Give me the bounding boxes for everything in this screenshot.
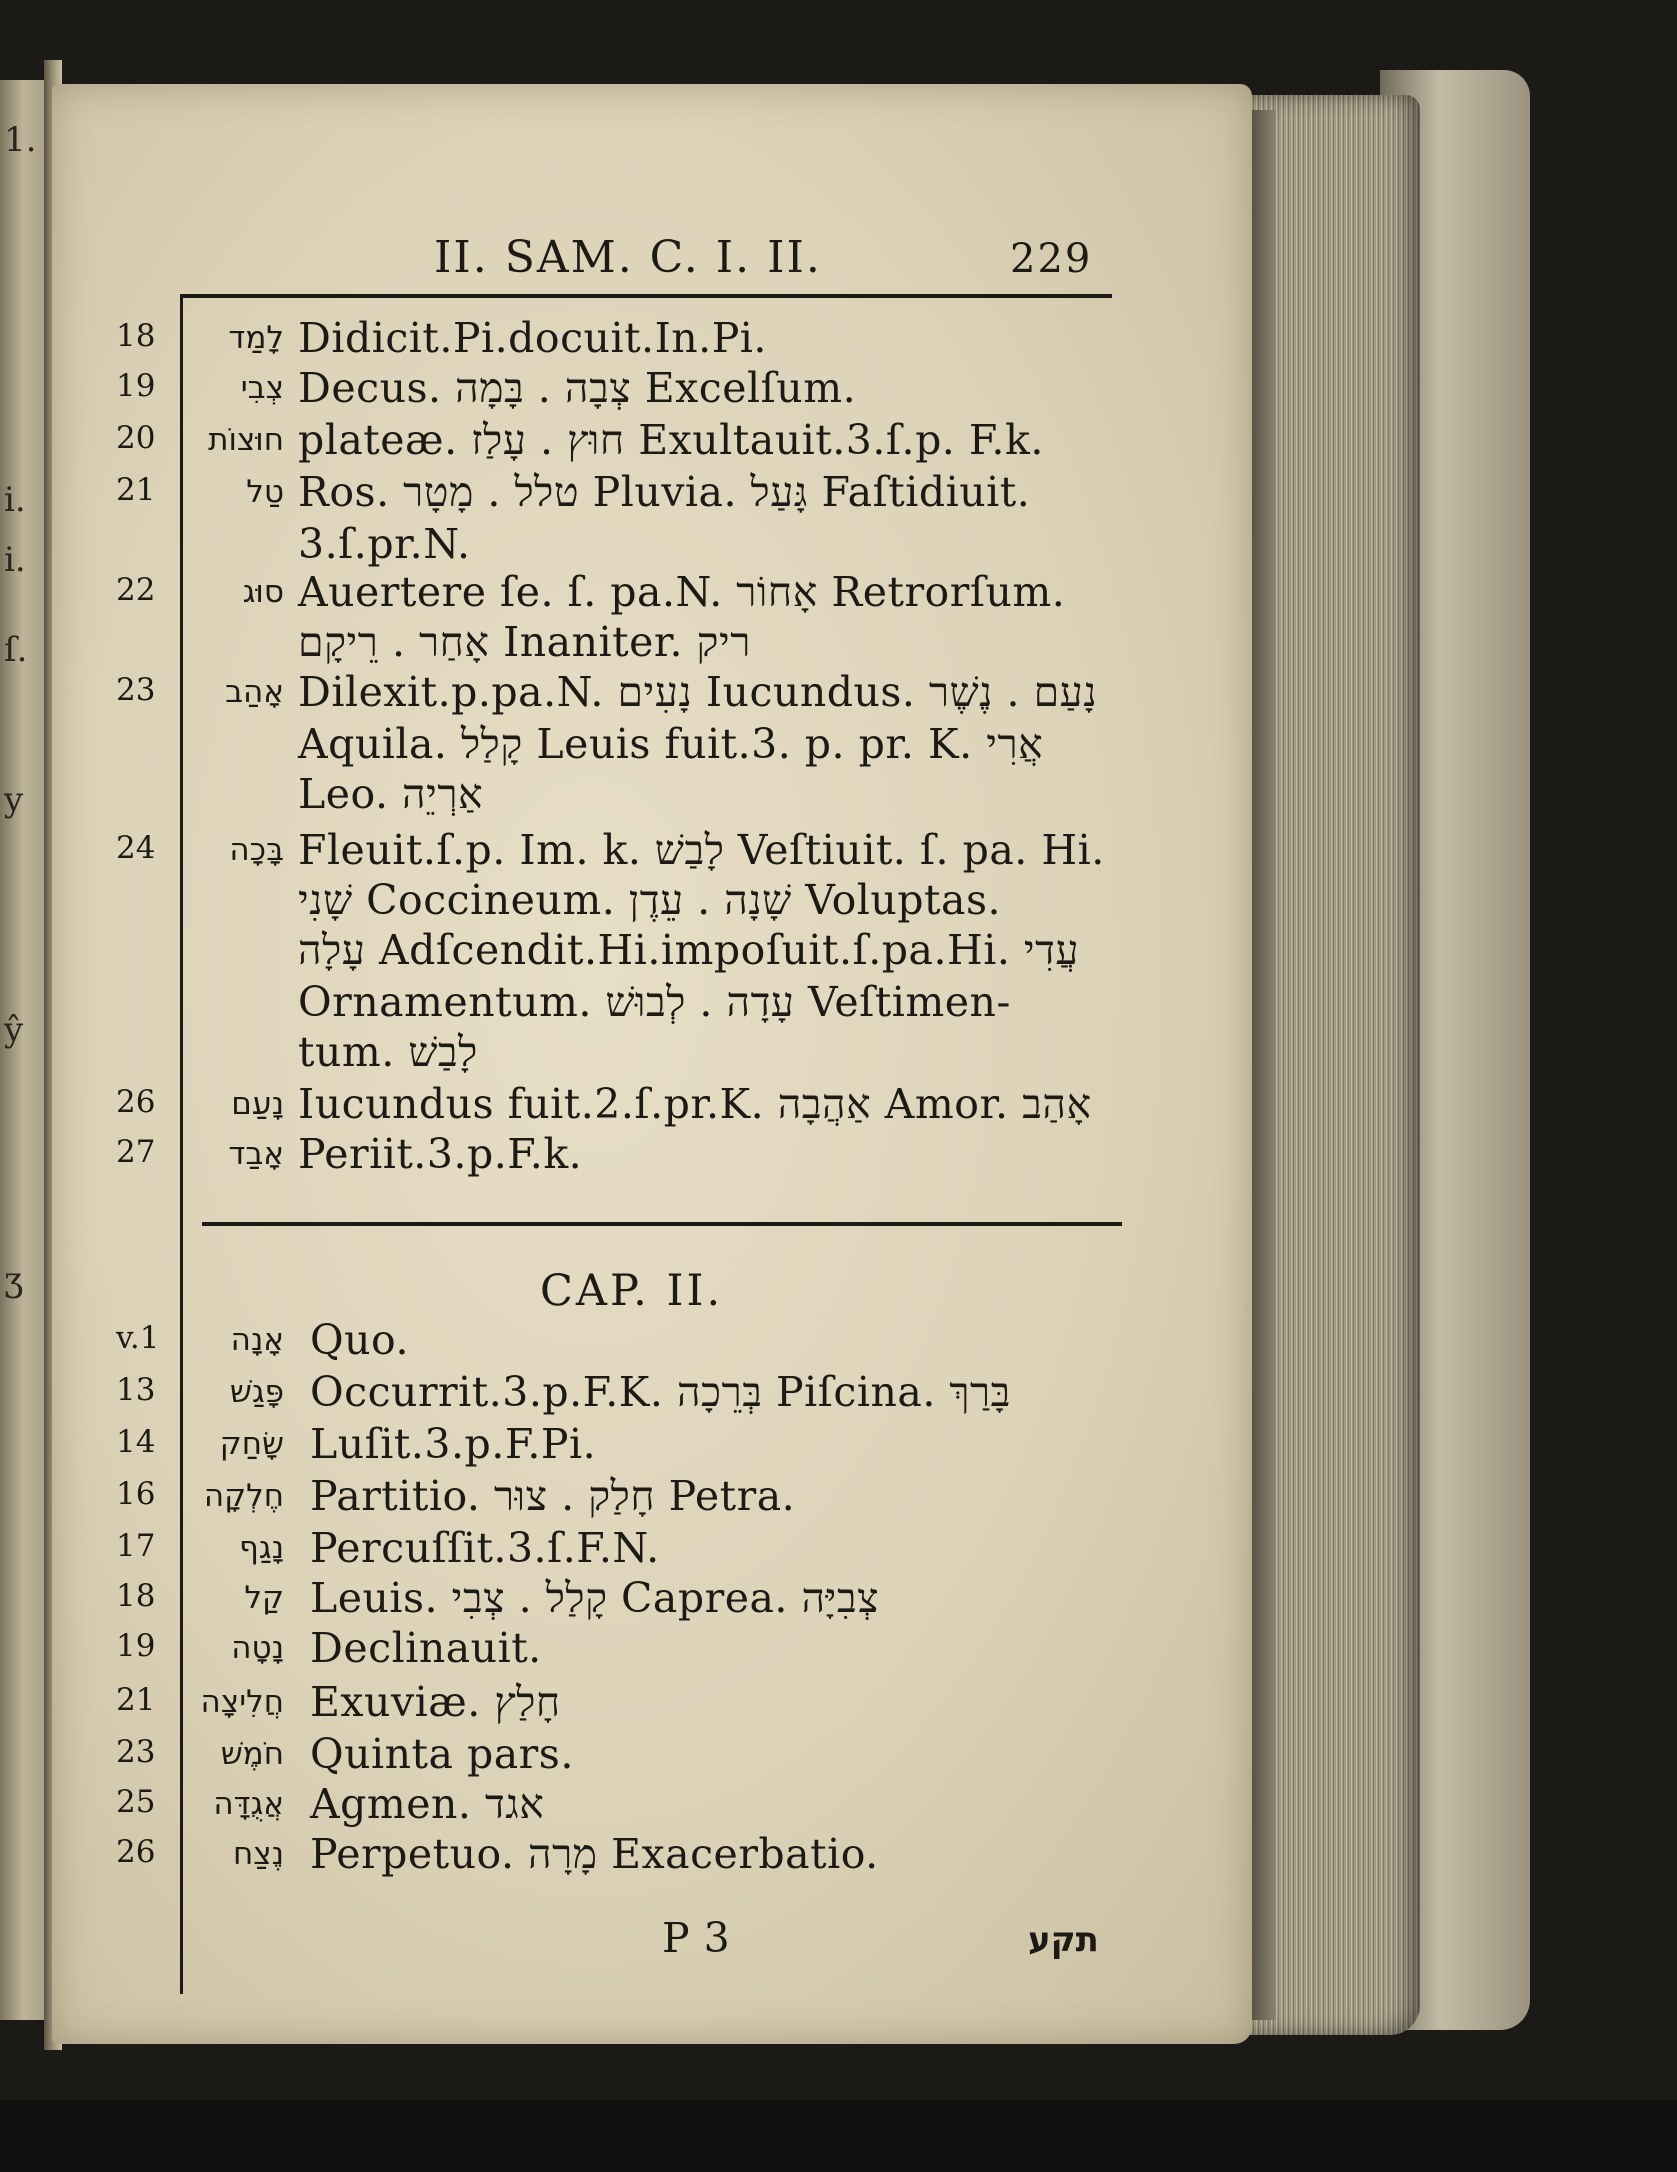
gloss-text: plateæ. חוּץ . עָלַז Exultauit.3.ſ.p. F.k.	[298, 416, 1044, 464]
verse-number: v.1	[116, 1320, 160, 1356]
hebrew-headword: נָטָה	[231, 1630, 284, 1666]
gloss-text: Declinauit.	[310, 1624, 542, 1672]
gloss-text: Perpetuo. מָרָה Exacerbatio.	[310, 1830, 879, 1878]
gloss-text: Iucundus fuit.2.ſ.pr.K. אַהֲבָה Amor. אָהַב	[298, 1080, 1092, 1128]
verse-number: 26	[116, 1084, 156, 1120]
gloss-text: Leo. אַרְיֵה	[298, 770, 484, 818]
verse-number: 21	[116, 472, 156, 508]
hebrew-page-number: תקע	[1028, 1920, 1099, 1960]
gloss-text: Ornamentum. עָדָה . לְבוּשׁ Veſtimen-	[298, 978, 1011, 1026]
gloss-text: Auertere ſe. ſ. pa.N. אָחוֹר Retrorſum.	[298, 568, 1066, 616]
gloss-text: Luſit.3.p.F.Pi.	[310, 1420, 597, 1468]
verse-number: 26	[116, 1834, 156, 1870]
left-fragment: 1.	[4, 120, 37, 160]
hebrew-headword: חֲלִיצָה	[200, 1684, 284, 1720]
gloss-text: tum. לָבַשׁ	[298, 1028, 478, 1076]
hebrew-headword: קַל	[244, 1580, 284, 1616]
verse-number: 24	[116, 830, 156, 866]
gloss-text: Agmen. אגד	[310, 1780, 545, 1828]
left-fragment: y	[4, 780, 24, 820]
hebrew-headword: שָׂחַק	[219, 1426, 284, 1462]
gloss-text: Decus. צְבָה . בָּמָה Excelſum.	[298, 364, 857, 412]
hebrew-headword: חוּצוֹת	[208, 422, 284, 458]
running-header: II. SAM. C. I. II.	[434, 232, 822, 283]
verse-number: 18	[116, 318, 156, 354]
margin-line	[180, 294, 183, 1994]
gloss-text: Leuis. קָלַל . צְבִי Caprea. צְבִיָּה	[310, 1574, 880, 1622]
left-fragment: ſ.	[4, 630, 28, 670]
gloss-text: עָלָה Adſcendit.Hi.impoſuit.ſ.pa.Hi. עֲדִי	[298, 926, 1080, 974]
verse-number: 14	[116, 1424, 156, 1460]
gloss-text: שָׁנִי Coccineum. שָׁנָה . עֵדֶן Voluptas.	[298, 876, 1002, 924]
gloss-text: Fleuit.ſ.p. Im. k. לָבַשׁ Veſtiuit. ſ. pa. Hi.	[298, 826, 1105, 874]
hebrew-headword: חֶלְקָה	[203, 1478, 284, 1514]
verse-number: 25	[116, 1784, 156, 1820]
book-page	[52, 84, 1252, 2044]
gloss-text: Periit.3.p.F.k.	[298, 1130, 583, 1178]
verse-number: 22	[116, 572, 156, 608]
verse-number: 19	[116, 1628, 156, 1664]
verse-number: 17	[116, 1528, 156, 1564]
gloss-text: Quo.	[310, 1316, 410, 1364]
gloss-text: Dilexit.p.pa.N. נָעִים Iucundus. נָעַם . נֶשֶׁר	[298, 668, 1098, 716]
verse-number: 19	[116, 368, 156, 404]
hebrew-headword: חֹמֶשׁ	[220, 1736, 284, 1772]
verse-number: 16	[116, 1476, 156, 1512]
gloss-text: Aquila. קָלַל Leuis fuit.3. p. pr. K. אֲרִי	[298, 720, 1044, 768]
left-fragment: i.	[4, 540, 26, 580]
gloss-text: Didicit.Pi.docuit.In.Pi.	[298, 314, 767, 362]
verse-number: 20	[116, 420, 156, 456]
hebrew-headword: נָעַם	[231, 1086, 284, 1122]
verse-number: 23	[116, 1734, 156, 1770]
section-rule	[202, 1222, 1122, 1226]
chapter-heading: CAP. II.	[540, 1266, 724, 1316]
verse-number: 13	[116, 1372, 156, 1408]
verse-number: 18	[116, 1578, 156, 1614]
left-fragment: ŷ	[4, 1010, 24, 1050]
hebrew-headword: סוּג	[242, 574, 284, 610]
hebrew-headword: פָּגַשׁ	[229, 1374, 284, 1410]
hebrew-headword: לָמַד	[228, 320, 284, 356]
left-fragment: ʒ	[4, 1260, 24, 1300]
hebrew-headword: אֲגֻדָּה	[213, 1786, 284, 1822]
gloss-text: 3.ſ.pr.N.	[298, 520, 471, 568]
gloss-text: Quinta pars.	[310, 1730, 574, 1778]
gloss-text: Percuſſit.3.ſ.F.N.	[310, 1524, 660, 1572]
gloss-text: Ros. טלל . מָטָר Pluvia. גָּעַל Faſtidiuit.	[298, 468, 1031, 516]
verse-number: 23	[116, 672, 156, 708]
gloss-text: Partitio. חָלַק . צוּר Petra.	[310, 1472, 796, 1520]
verse-number: 27	[116, 1134, 156, 1170]
gloss-text: אָחַר . רֵיקָם Inaniter. ריק	[298, 618, 751, 666]
hebrew-headword: נָגַף	[238, 1530, 284, 1566]
hebrew-headword: בָּכָה	[229, 832, 284, 868]
hebrew-headword: טַל	[246, 474, 284, 510]
header-rule	[182, 294, 1112, 298]
verse-number: 21	[116, 1682, 156, 1718]
signature-mark: P 3	[662, 1914, 731, 1962]
left-fragment: i.	[4, 480, 26, 520]
hebrew-headword: אָהַב	[225, 674, 284, 710]
hebrew-headword: צְבִי	[240, 370, 284, 406]
gloss-text: Occurrit.3.p.F.K. בְּרֵכָה Piſcina. בָּרַךְ	[310, 1368, 1011, 1416]
hebrew-headword: אָבַד	[228, 1136, 284, 1172]
gloss-text: Exuviæ. חָלַץ	[310, 1678, 561, 1726]
page-number: 229	[1010, 236, 1093, 282]
scan-border	[0, 2100, 1677, 2172]
hebrew-headword: נֶצַח	[232, 1836, 284, 1872]
hebrew-headword: אָנָה	[230, 1322, 284, 1358]
